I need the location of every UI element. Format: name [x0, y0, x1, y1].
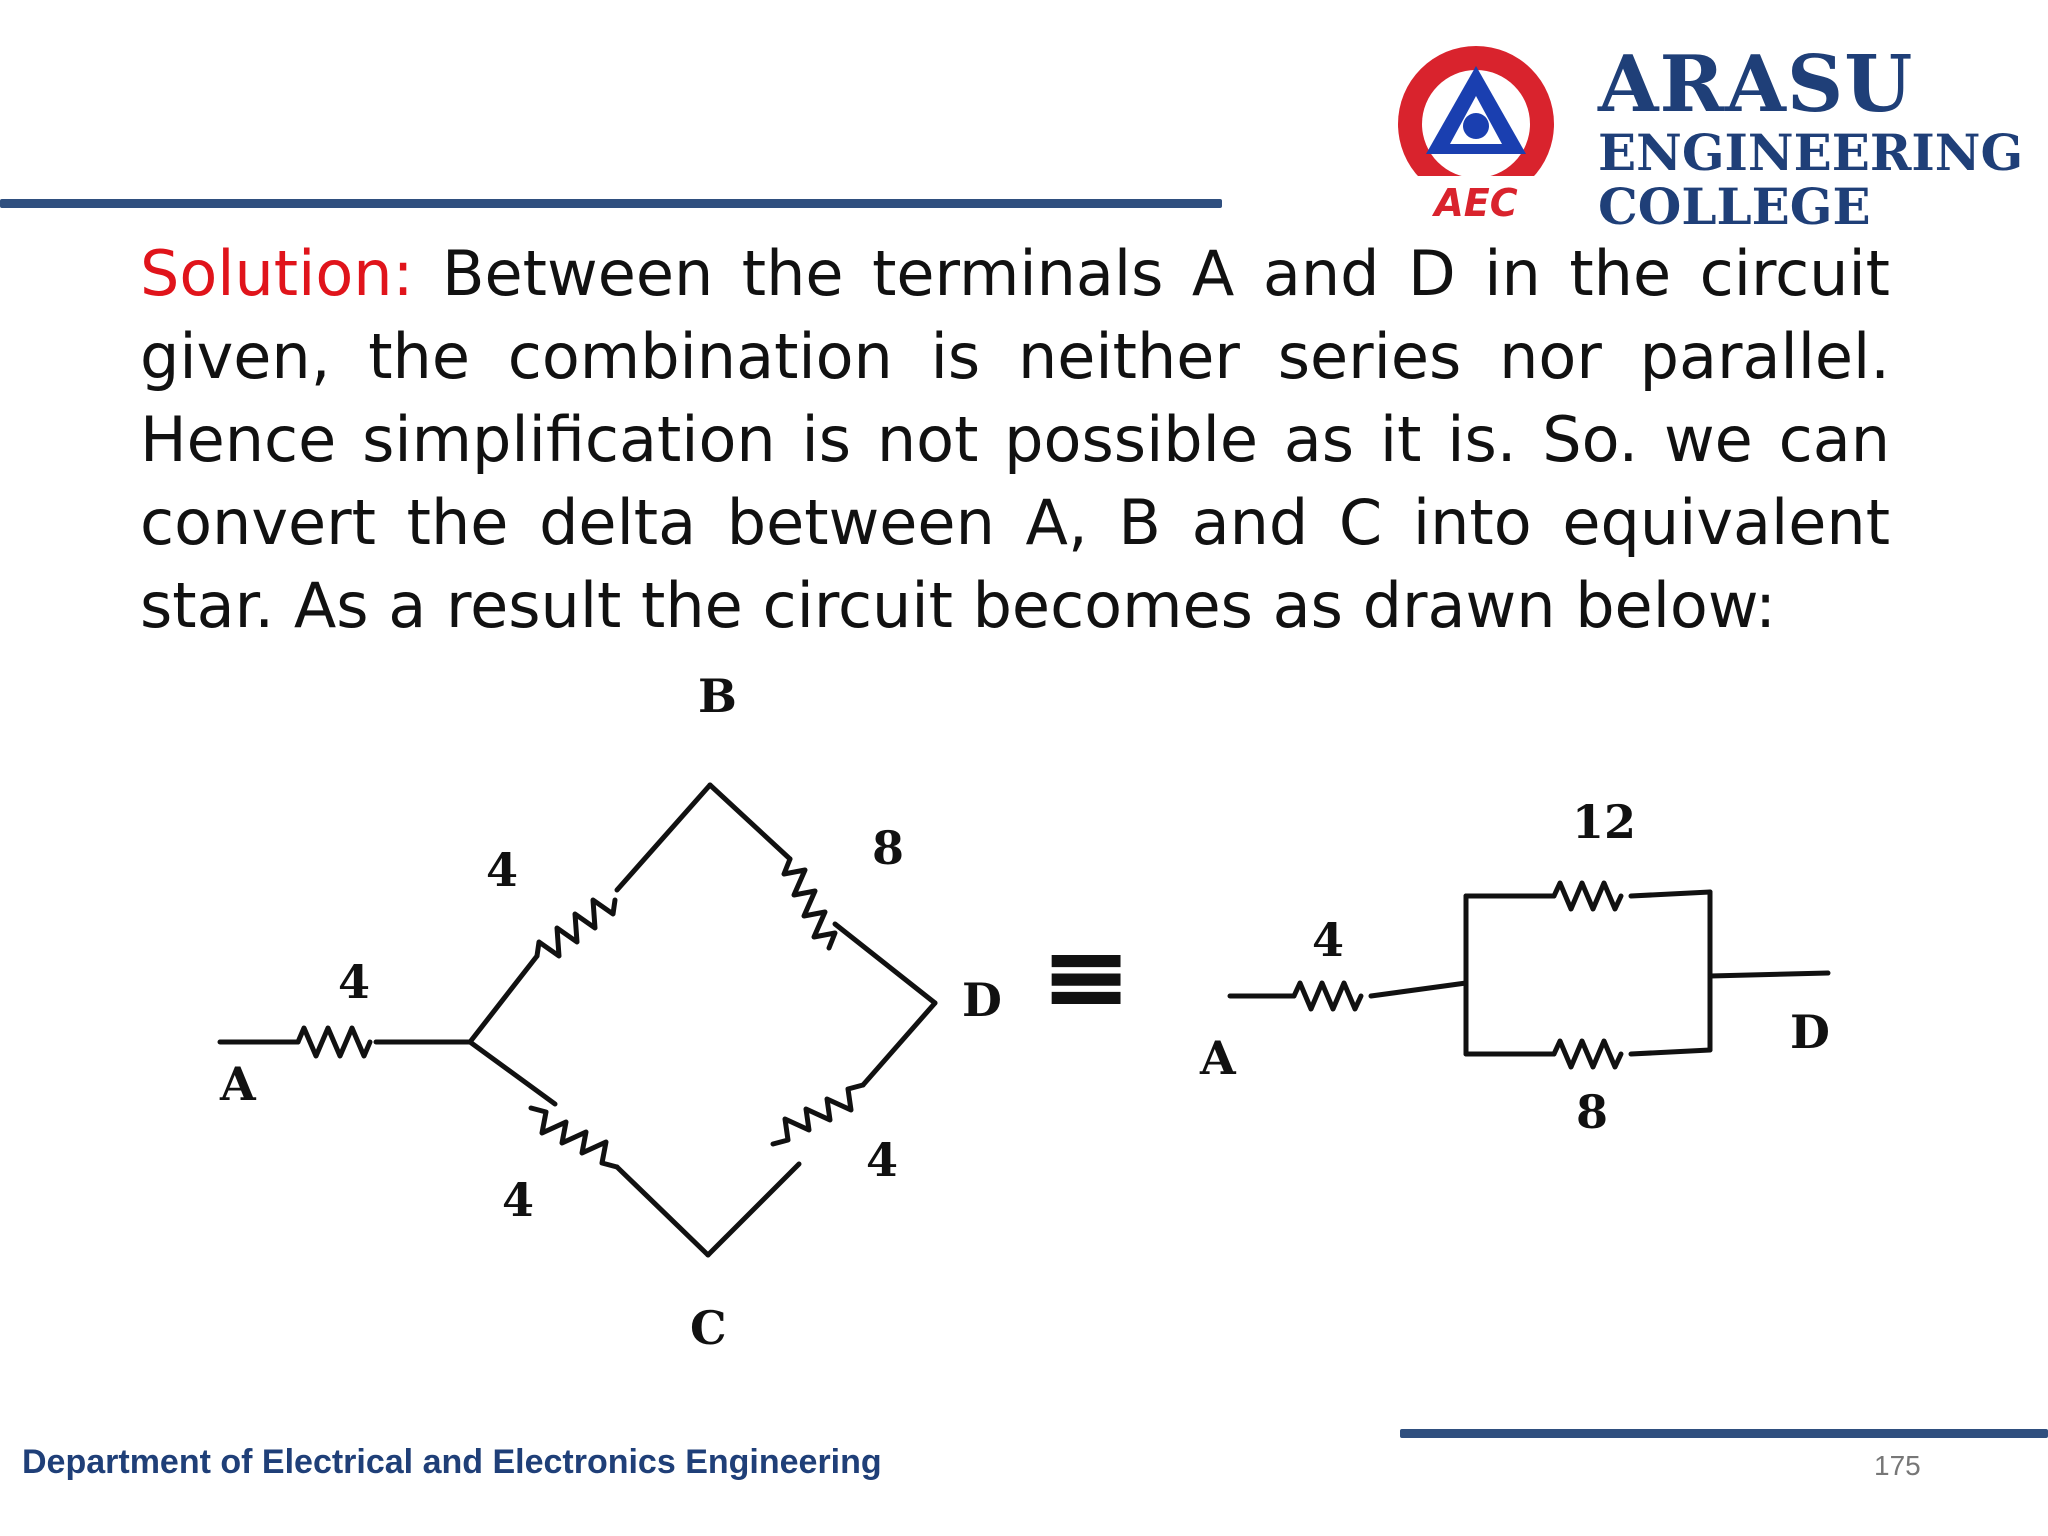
resistor-label-input: 4	[338, 955, 371, 1009]
brand-line-1: ARASU	[1598, 39, 1914, 130]
right-circuit	[1230, 883, 1828, 1067]
node-label-a: A	[220, 1057, 256, 1111]
resistor-label-top: 12	[1572, 795, 1637, 849]
wire-top-right	[1631, 892, 1710, 896]
solution-text: Between the terminals A and D in the circuit given, the combination is neither series nor parallel. Hence simplification is not possible as it is. So. we can convert the delta between A, B and C into equivalent star. As a result the circuit becomes as drawn below:	[140, 237, 1890, 642]
resistor-series	[1294, 983, 1361, 1009]
wire-lower-right-b	[708, 1164, 799, 1255]
node-label-right-d: D	[1790, 1005, 1830, 1059]
resistor-top	[1554, 883, 1621, 909]
solution-paragraph	[140, 232, 1890, 647]
node-label-right-a: A	[1200, 1031, 1236, 1085]
wire-lower-left	[617, 1167, 708, 1255]
wire-series-box	[1371, 983, 1466, 996]
circuit-diagram	[180, 668, 1870, 1368]
resistor-upper-left	[537, 900, 615, 956]
equivalence-symbol: ≡	[1040, 911, 1133, 1040]
footer-rule	[1400, 1429, 2048, 1438]
resistor-label-upper-right: 8	[872, 821, 905, 875]
department-name: Department of Electrical and Electronics Engineering	[22, 1443, 882, 1481]
wire-upper-right	[710, 785, 790, 859]
node-label-c: C	[690, 1301, 727, 1355]
page-number: 175	[1874, 1450, 1921, 1481]
wire-bottom-right	[1631, 1050, 1710, 1054]
wire-lower-right	[863, 1003, 935, 1085]
resistor-label-lower-right: 4	[866, 1133, 899, 1187]
header-rule	[0, 199, 1222, 208]
wire-lower-left-b	[470, 1042, 555, 1104]
left-circuit	[220, 785, 935, 1255]
resistor-bottom	[1554, 1041, 1621, 1067]
resistor-input	[298, 1028, 370, 1056]
solution-label: Solution:	[140, 237, 414, 310]
resistor-label-bottom: 8	[1576, 1085, 1609, 1139]
resistor-label-upper-left: 4	[486, 843, 519, 897]
logo-monogram: AEC	[1434, 181, 1518, 225]
wire-upper-left-b	[617, 785, 710, 890]
node-label-d: D	[962, 973, 1002, 1027]
resistor-label-series: 4	[1312, 913, 1345, 967]
wire-right-d	[1710, 973, 1828, 976]
resistor-lower-left	[531, 1108, 617, 1167]
wire-upper-right-b	[835, 924, 935, 1003]
resistor-lower-right	[773, 1085, 863, 1144]
resistor-label-lower-left: 4	[502, 1173, 535, 1227]
brand-line-2: ENGINEERING	[1598, 123, 2024, 182]
college-name	[1598, 39, 2024, 236]
node-label-b: B	[698, 669, 737, 723]
brand-line-3: COLLEGE	[1598, 177, 1871, 236]
resistor-upper-right	[784, 859, 835, 948]
wire-upper-left	[470, 956, 537, 1042]
